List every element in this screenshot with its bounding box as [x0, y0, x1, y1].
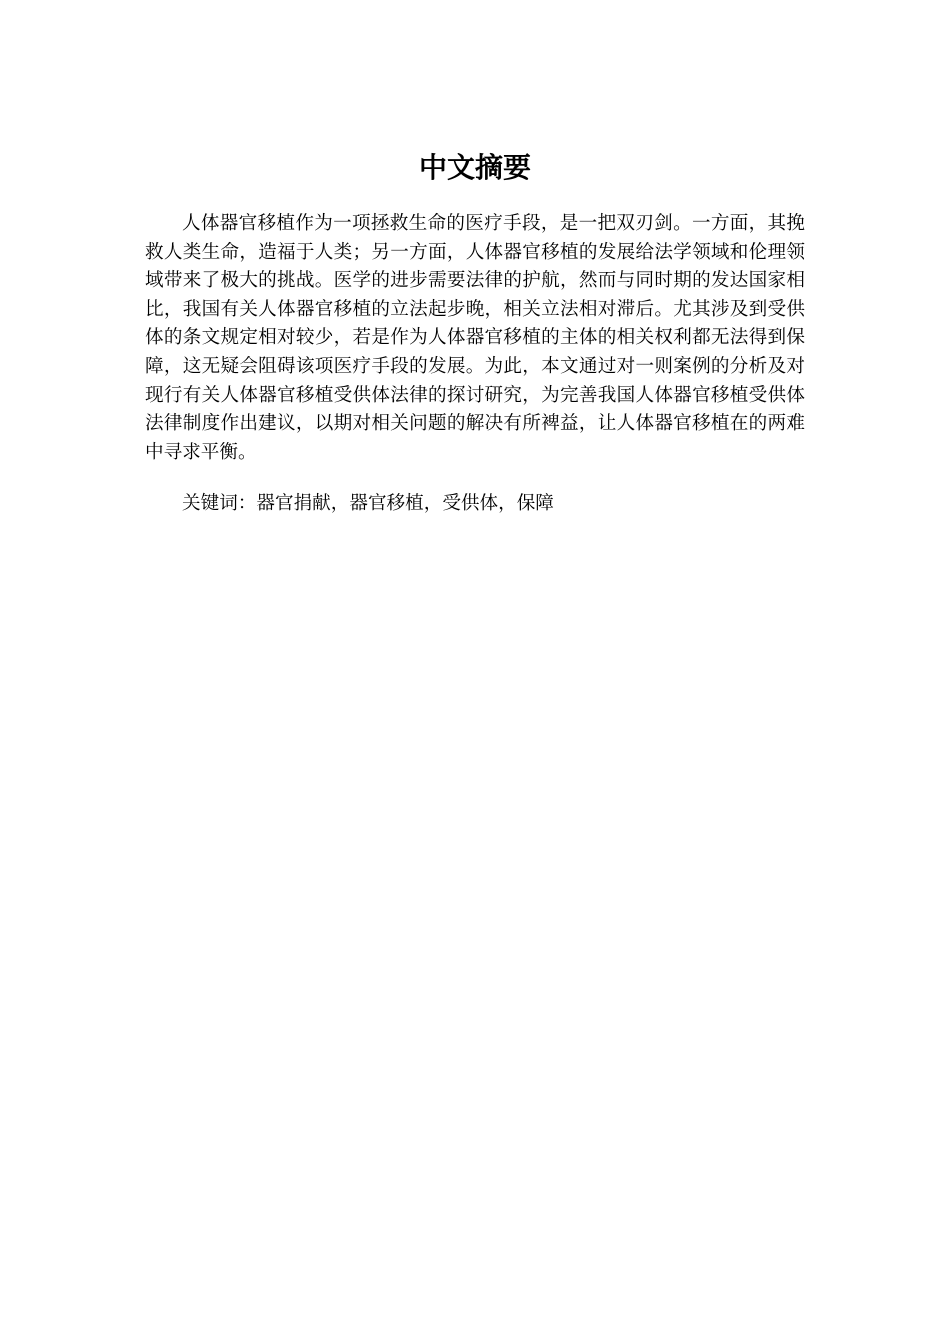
- page-title: 中文摘要: [418, 151, 531, 184]
- keywords-line: 关键词：器官捐献，器官移植，受供体，保障: [182, 493, 554, 514]
- abstract-paragraph: 人体器官移植作为一项拯救生命的医疗手段，是一把双刃剑。一方面，其挽救人类生命，造福于人类；另一方面，人体器官移植的发展给法学领域和伦理领域带来了极大的挑战。医学的进步需要法律的护航，然而与同时期的发达国家相比，我国有关人体器官移植的立法起步晚，相关立法相对滞后。尤其涉及到受供体的条文规定相对较少，若是作为人体器官移植的主体的相关权利都无法得到保障，这无疑会阻碍该项医疗手段的发展。为此，本文通过对一则案例的分析及对现行有关人体器官移植受供体法律的探讨研究，为完善我国人体器官移植受供体法律制度作出建议，以期对相关问题的解决有所裨益，让人体器官移植在的两难中寻求平衡。: [145, 213, 805, 463]
